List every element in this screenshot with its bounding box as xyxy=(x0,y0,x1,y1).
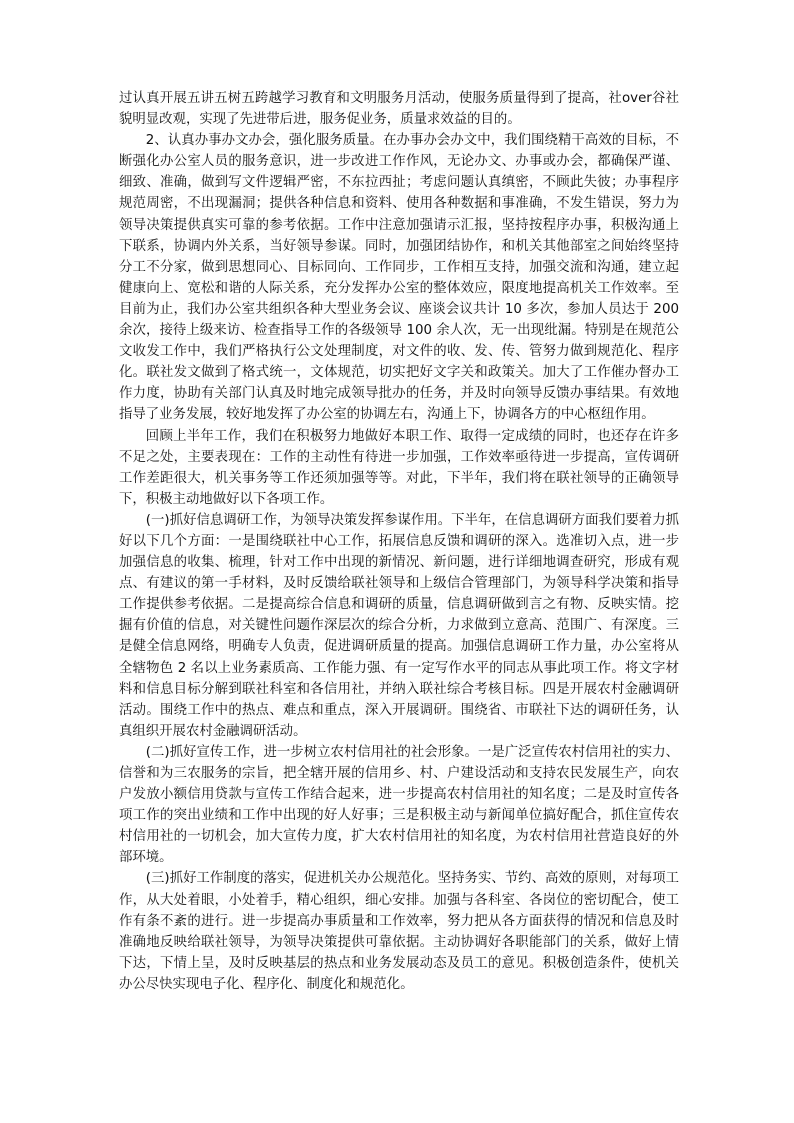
paragraph-continuation: 过认真开展五讲五树五跨越学习教育和文明服务月活动，使服务质量得到了提高，社over谷社貌明显改观，实现了先进带后进，服务促业务，质量求效益的目的。 xyxy=(119,91,679,128)
paragraph-publicity: (二)抓好宣传工作，进一步树立农村信用社的社会形象。一是广泛宣传农村信用社的实力、信誉和为三农服务的宗旨，把全辖开展的信用乡、村、户建设活动和支持农民发展生产，向农户发放小额信用贷款与宣传工作结合起来，进一步提高农村信用社的知名度；二是及时宣传各项工作的突出业绩和工作中出现的好人好事；三是积极主动与新闻单位搞好配合，抓住宣传农村信用社的一切机会，加大宣传力度，扩大农村信用社的知名度，为农村信用社营造良好的外部环境。 xyxy=(119,744,679,866)
paragraph-info-research: (一)抓好信息调研工作，为领导决策发挥参谋作用。下半年，在信息调研方面我们要着力抓好以下几个方面：一是围绕联社中心工作，拓展信息反馈和调研的深入。选准切入点，进一步加强信息的收集、梳理，针对工作中出现的新情况、新问题，进行详细地调查研究，形成有观点、有建议的第一手材料，及时反馈给联社领导和上级信合管理部门，为领导科学决策和指导工作提供参考依据。二是提高综合信息和调研的质量，信息调研做到言之有物、反映实情。挖掘有价值的信息，对关键性问题作深层次的综合分析，力求做到立意高、范围广、有深度。三是健全信息网络，明确专人负责，促进调研质量的提高。加强信息调研工作力量，办公室将从全辖物色 2 名以上业务素质高、工作能力强、有一定写作水平的同志从事此项工作。将文字材料和信息目标分解到联社科室和各信用社，并纳入联社综合考核目标。四是开展农村金融调研活动。围绕工作中的热点、难点和重点，深入开展调研。围绕省、市联社下达的调研任务，认真组织开展农村金融调研活动。 xyxy=(119,512,679,739)
paragraph-office-service: 2、认真办事办文办会，强化服务质量。在办事办会办文中，我们围绕精干高效的目标，不断强化办公室人员的服务意识，进一步改进工作作风，无论办文、办事或办会，都确保严谨、细致、准确，做到写文件逻辑严密，不东拉西扯；考虑问题认真缜密，不顾此失彼；办事程序规范周密，不出现漏洞；提供各种信息和资料、使用各种数据和事准确，不发生错误，努力为领导决策提供真实可靠的参考依据。工作中注意加强请示汇报，坚持按程序办事，积极沟通上下联系，协调内外关系，当好领导参谋。同时，加强团结协作，和机关其他部室之间始终坚持分工不分家，做到思想同心、目标同向、工作同步，工作相互支持，加强交流和沟通，建立起健康向上、宽松和谐的人际关系，充分发挥办公室的整体效应，限度地提高机关工作效率。至目前为止，我们办公室共组织各种大型业务会议、座谈会议共计 10 多次，参加人员达于 200 余次，接待上级来访、检查指导工作的各级领导 100 余人次，无一出现纰漏。特别是在规范公文收发工作中，我们严格执行公文处理制度，对文件的收、发、传、管努力做到规范化、程序化。联社发文做到了格式统一，文体规范，切实把好文字关和政策关。加大了工作催办督办工作力度，协助有关部门认真及时地完成领导批办的任务，并及时向领导反馈办事结果。有效地指导了业务发展，较好地发挥了办公室的协调左右，沟通上下，协调各方的中心枢纽作用。 xyxy=(119,133,679,423)
paragraph-work-system: (三)抓好工作制度的落实，促进机关办公规范化。坚持务实、节约、高效的原则，对每项工作，从大处着眼，小处着手，精心组织，细心安排。加强与各科室、各岗位的密切配合，使工作有条不紊的进行。进一步提高办事质量和工作效率，努力把从各方面获得的情况和信息及时准确地反映给联社领导，为领导决策提供可靠依据。主动协调好各职能部门的关系，做好上情下达，下情上呈，及时反映基层的热点和业务发展动态及员工的意见。积极创造条件，使机关办公尽快实现电子化、程序化、制度化和规范化。 xyxy=(119,871,679,992)
paragraph-review: 回顾上半年工作，我们在积极努力地做好本职工作、取得一定成绩的同时，也还存在许多不足之处，主要表现在：工作的主动性有待进一步加强，工作效率亟待进一步提高，宣传调研工作差距很大，机关事务等工作还须加强等等。对此，下半年，我们将在联社领导的正确领导下，积极主动地做好以下各项工作。 xyxy=(119,428,679,507)
document-body xyxy=(119,88,679,995)
